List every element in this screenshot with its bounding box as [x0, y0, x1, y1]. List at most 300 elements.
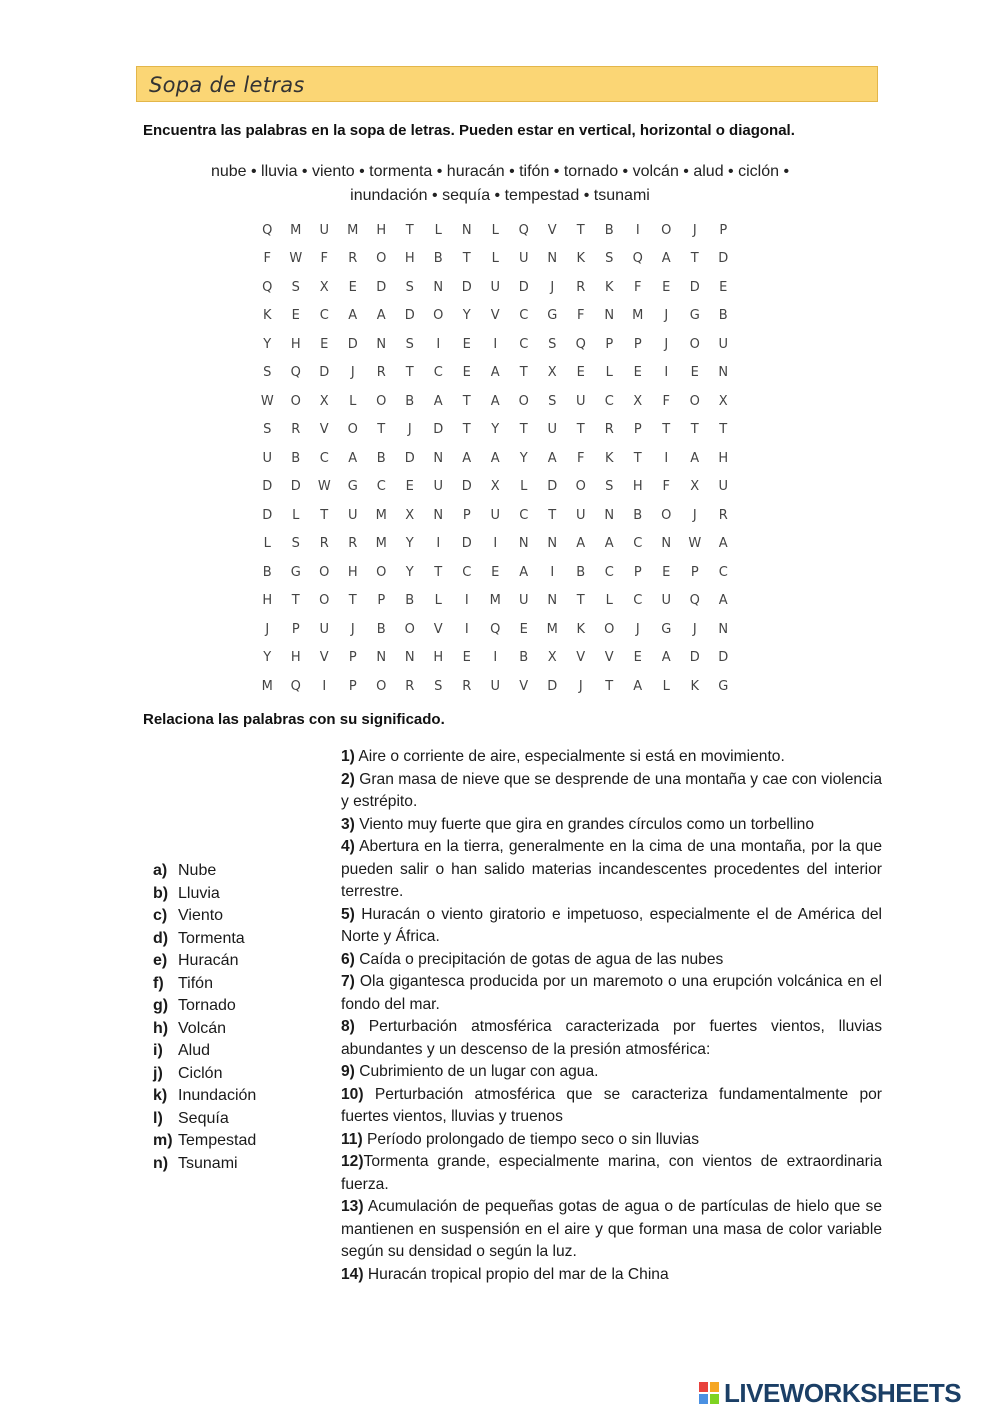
grid-letter[interactable]: U [575, 393, 586, 409]
grid-letter[interactable]: O [661, 507, 672, 523]
grid-letter[interactable]: U [490, 678, 500, 694]
grid-letter[interactable]: O [376, 678, 387, 694]
grid-letter[interactable]: B [576, 564, 586, 580]
grid-letter[interactable]: O [347, 422, 358, 438]
grid-letter[interactable]: E [633, 650, 642, 666]
grid-letter[interactable]: H [347, 564, 358, 580]
grid-letter[interactable]: B [433, 251, 443, 267]
grid-letter[interactable]: R [348, 536, 358, 552]
grid-letter[interactable]: S [263, 422, 272, 438]
grid-letter[interactable]: J [635, 621, 640, 637]
grid-letter[interactable]: P [348, 678, 357, 694]
grid-letter[interactable]: S [605, 479, 614, 495]
grid-letter[interactable]: T [519, 422, 528, 438]
grid-letter[interactable]: A [661, 650, 671, 666]
grid-letter[interactable]: M [375, 536, 387, 552]
grid-letter[interactable]: P [633, 336, 642, 352]
grid-letter[interactable]: E [462, 650, 471, 666]
grid-letter[interactable]: I [635, 222, 640, 238]
grid-letter[interactable]: X [547, 365, 557, 381]
grid-letter[interactable]: Q [518, 222, 529, 238]
grid-letter[interactable]: L [491, 222, 499, 238]
grid-letter[interactable]: I [436, 536, 441, 552]
grid-letter[interactable]: I [493, 650, 498, 666]
grid-letter[interactable]: S [291, 279, 300, 295]
grid-letter[interactable]: C [604, 393, 614, 409]
grid-letter[interactable]: C [376, 479, 386, 495]
grid-letter[interactable]: J [692, 621, 697, 637]
grid-letter[interactable]: S [605, 251, 614, 267]
grid-letter[interactable]: K [690, 678, 700, 694]
grid-letter[interactable]: H [404, 251, 415, 267]
grid-letter[interactable]: Y [263, 650, 272, 666]
grid-letter[interactable]: T [633, 450, 642, 466]
grid-letter[interactable]: D [461, 279, 472, 295]
grid-letter[interactable]: U [319, 222, 329, 238]
grid-letter[interactable]: P [690, 564, 699, 580]
grid-letter[interactable]: R [291, 422, 301, 438]
grid-letter[interactable]: N [433, 507, 444, 523]
grid-letter[interactable]: Q [689, 593, 700, 609]
grid-letter[interactable]: G [689, 308, 700, 324]
grid-letter[interactable]: U [433, 479, 443, 495]
grid-letter[interactable]: E [405, 479, 414, 495]
grid-letter[interactable]: P [462, 507, 471, 523]
grid-letter[interactable]: U [490, 507, 500, 523]
grid-letter[interactable]: M [261, 678, 273, 694]
grid-letter[interactable]: B [291, 450, 301, 466]
grid-letter[interactable]: P [605, 336, 614, 352]
grid-letter[interactable]: D [319, 365, 330, 381]
grid-letter[interactable]: V [319, 422, 329, 438]
grid-letter[interactable]: D [689, 650, 700, 666]
grid-letter[interactable]: G [290, 564, 301, 580]
grid-letter[interactable]: Q [290, 678, 301, 694]
grid-letter[interactable]: N [376, 336, 387, 352]
word-list [160, 160, 840, 208]
word-label: Ciclón [178, 1064, 223, 1082]
grid-letter[interactable]: L [434, 222, 442, 238]
grid-letter[interactable]: N [604, 308, 615, 324]
grid-letter[interactable]: E [519, 621, 528, 637]
grid-letter[interactable]: A [718, 536, 728, 552]
grid-letter[interactable]: A [576, 536, 586, 552]
grid-letter[interactable]: W [688, 536, 702, 552]
grid-letter[interactable]: Y [405, 564, 414, 580]
grid-letter[interactable]: J [265, 621, 270, 637]
grid-letter[interactable]: T [690, 251, 699, 267]
grid-letter[interactable]: N [661, 536, 672, 552]
grid-letter[interactable]: D [262, 507, 273, 523]
grid-letter[interactable]: H [376, 222, 387, 238]
grid-letter[interactable]: P [348, 650, 357, 666]
grid-letter[interactable]: J [350, 365, 355, 381]
grid-letter[interactable]: V [576, 650, 586, 666]
grid-letter[interactable]: F [320, 251, 328, 267]
grid-letter[interactable]: A [433, 393, 443, 409]
grid-letter[interactable]: C [633, 593, 643, 609]
logo-mark-square [698, 1393, 709, 1405]
grid-letter[interactable]: J [692, 222, 697, 238]
grid-letter[interactable]: A [490, 393, 500, 409]
grid-letter[interactable]: U [262, 450, 272, 466]
grid-letter[interactable]: X [319, 279, 329, 295]
grid-letter[interactable]: O [604, 621, 615, 637]
grid-letter[interactable]: R [462, 678, 472, 694]
grid-letter[interactable]: V [319, 650, 329, 666]
grid-letter[interactable]: S [548, 336, 557, 352]
grid-letter[interactable]: X [690, 479, 700, 495]
grid-letter[interactable]: A [661, 251, 671, 267]
grid-letter[interactable]: O [319, 564, 330, 580]
logo-mark-square [709, 1381, 720, 1393]
grid-letter[interactable]: L [520, 479, 528, 495]
grid-letter[interactable]: N [518, 536, 529, 552]
grid-letter[interactable]: O [518, 393, 529, 409]
grid-letter[interactable]: U [518, 251, 529, 267]
grid-letter[interactable]: A [547, 450, 557, 466]
grid-letter[interactable]: B [376, 450, 386, 466]
grid-letter[interactable]: S [291, 536, 300, 552]
grid-letter[interactable]: V [604, 650, 614, 666]
grid-letter[interactable]: T [462, 393, 471, 409]
definition-item [341, 836, 882, 904]
grid-letter[interactable]: M [290, 222, 302, 238]
grid-letter[interactable]: N [433, 450, 444, 466]
grid-letter[interactable]: A [519, 564, 529, 580]
grid-letter[interactable]: T [519, 365, 528, 381]
grid-letter[interactable]: N [604, 507, 615, 523]
grid-letter[interactable]: D [262, 479, 273, 495]
grid-letter[interactable]: M [489, 593, 501, 609]
grid-letter[interactable]: N [404, 650, 415, 666]
grid-letter[interactable]: T [462, 422, 471, 438]
grid-letter[interactable]: O [376, 564, 387, 580]
grid-letter[interactable]: O [689, 393, 700, 409]
grid-letter[interactable]: U [575, 507, 586, 523]
grid-letter[interactable]: K [576, 251, 586, 267]
grid-letter[interactable]: Y [491, 422, 500, 438]
grid-letter[interactable]: K [576, 621, 586, 637]
grid-letter[interactable]: R [405, 678, 415, 694]
grid-letter[interactable]: K [604, 279, 614, 295]
grid-letter[interactable]: J [692, 507, 697, 523]
grid-letter[interactable]: A [348, 308, 358, 324]
grid-letter[interactable]: A [376, 308, 386, 324]
grid-letter[interactable]: S [263, 365, 272, 381]
grid-letter[interactable]: L [349, 393, 357, 409]
grid-letter[interactable]: H [433, 650, 444, 666]
grid-letter[interactable]: H [262, 593, 273, 609]
grid-letter[interactable]: Q [262, 222, 273, 238]
grid-letter[interactable]: O [376, 393, 387, 409]
definition-number: 1) [341, 748, 355, 765]
grid-letter[interactable]: E [348, 279, 357, 295]
grid-letter[interactable]: G [347, 479, 358, 495]
grid-letter[interactable]: D [376, 279, 387, 295]
grid-letter[interactable]: F [577, 308, 585, 324]
grid-letter[interactable]: E [719, 279, 728, 295]
grid-letter[interactable]: Y [263, 336, 272, 352]
grid-letter[interactable]: S [548, 393, 557, 409]
grid-letter[interactable]: E [662, 279, 671, 295]
grid-letter[interactable]: T [576, 222, 585, 238]
grid-letter[interactable]: A [462, 450, 472, 466]
grid-letter[interactable]: U [347, 507, 358, 523]
grid-letter[interactable]: R [376, 365, 386, 381]
liveworksheets-logo[interactable] [698, 1378, 961, 1408]
grid-letter[interactable]: X [319, 393, 329, 409]
grid-letter[interactable]: C [633, 536, 643, 552]
grid-letter[interactable]: O [290, 393, 301, 409]
grid-letter[interactable]: D [718, 650, 729, 666]
grid-letter[interactable]: C [718, 564, 728, 580]
grid-letter[interactable]: T [662, 422, 671, 438]
grid-letter[interactable]: D [461, 536, 472, 552]
grid-letter[interactable]: H [632, 479, 643, 495]
grid-letter[interactable]: T [719, 422, 728, 438]
grid-letter[interactable]: J [407, 422, 412, 438]
grid-letter[interactable]: B [604, 222, 614, 238]
grid-letter[interactable]: I [464, 621, 469, 637]
grid-letter[interactable]: E [462, 336, 471, 352]
grid-letter[interactable]: C [319, 450, 329, 466]
grid-letter[interactable]: S [405, 279, 414, 295]
grid-letter[interactable]: D [718, 251, 729, 267]
grid-letter[interactable]: E [291, 308, 300, 324]
grid-letter[interactable]: V [519, 678, 529, 694]
grid-letter[interactable]: N [433, 279, 444, 295]
grid-letter[interactable]: T [377, 422, 386, 438]
grid-letter[interactable]: C [462, 564, 472, 580]
grid-letter[interactable]: O [376, 251, 387, 267]
grid-letter[interactable]: O [661, 222, 672, 238]
grid-letter[interactable]: K [604, 450, 614, 466]
grid-letter[interactable]: L [263, 536, 271, 552]
grid-letter[interactable]: B [718, 308, 728, 324]
grid-letter[interactable]: P [291, 621, 300, 637]
definition-number: 6) [341, 950, 355, 968]
definition-item [341, 1196, 882, 1264]
grid-letter[interactable]: B [405, 393, 415, 409]
grid-letter[interactable]: G [718, 678, 729, 694]
grid-letter[interactable]: D [689, 279, 700, 295]
grid-letter[interactable]: G [661, 621, 672, 637]
grid-letter[interactable]: D [547, 479, 558, 495]
grid-letter[interactable]: H [718, 450, 729, 466]
grid-letter[interactable]: D [404, 450, 415, 466]
grid-letter[interactable]: U [718, 336, 728, 352]
grid-letter[interactable]: T [291, 593, 300, 609]
grid-letter[interactable]: E [662, 564, 671, 580]
grid-letter[interactable]: A [348, 450, 358, 466]
grid-letter[interactable]: O [433, 308, 444, 324]
grid-letter[interactable]: O [575, 479, 586, 495]
grid-letter[interactable]: U [490, 279, 500, 295]
grid-letter[interactable]: N [547, 593, 558, 609]
grid-letter[interactable]: C [433, 365, 443, 381]
grid-letter[interactable]: F [662, 479, 670, 495]
grid-letter[interactable]: C [519, 308, 529, 324]
grid-letter[interactable]: T [548, 507, 557, 523]
grid-letter[interactable]: C [519, 336, 529, 352]
grid-letter[interactable]: V [490, 308, 500, 324]
grid-letter[interactable]: I [464, 593, 469, 609]
grid-letter[interactable]: F [577, 450, 585, 466]
grid-letter[interactable]: R [348, 251, 358, 267]
grid-letter[interactable]: R [319, 536, 329, 552]
grid-letter[interactable]: L [605, 365, 613, 381]
grid-letter[interactable]: E [320, 336, 329, 352]
definition-text: Viento muy fuerte que gira en grandes círculos como un torbellino [354, 815, 814, 833]
grid-letter[interactable]: T [405, 365, 414, 381]
grid-letter[interactable]: W [317, 479, 331, 495]
grid-letter[interactable]: D [461, 479, 472, 495]
grid-letter[interactable]: G [547, 308, 558, 324]
grid-letter[interactable]: R [576, 279, 586, 295]
grid-letter[interactable]: D [347, 336, 358, 352]
grid-letter[interactable]: F [662, 393, 670, 409]
grid-letter[interactable]: F [263, 251, 271, 267]
grid-letter[interactable]: A [604, 536, 614, 552]
grid-letter[interactable]: I [550, 564, 555, 580]
grid-letter[interactable]: P [633, 564, 642, 580]
grid-letter[interactable]: D [433, 422, 444, 438]
grid-letter[interactable]: J [578, 678, 583, 694]
grid-letter[interactable]: S [434, 678, 443, 694]
grid-letter[interactable]: I [493, 536, 498, 552]
grid-letter[interactable]: W [289, 251, 303, 267]
grid-letter[interactable]: E [633, 365, 642, 381]
grid-letter[interactable]: E [576, 365, 585, 381]
grid-letter[interactable]: D [518, 279, 529, 295]
grid-letter[interactable]: M [375, 507, 387, 523]
grid-letter[interactable]: F [634, 279, 642, 295]
grid-letter[interactable]: L [434, 593, 442, 609]
grid-letter[interactable]: J [664, 336, 669, 352]
grid-letter[interactable]: A [490, 365, 500, 381]
grid-letter[interactable]: D [547, 678, 558, 694]
grid-letter[interactable]: O [404, 621, 415, 637]
grid-letter[interactable]: B [376, 621, 386, 637]
grid-letter[interactable]: Q [290, 365, 301, 381]
grid-letter[interactable]: X [405, 507, 415, 523]
grid-letter[interactable]: O [689, 336, 700, 352]
grid-letter[interactable]: T [605, 678, 614, 694]
grid-letter[interactable]: Y [519, 450, 528, 466]
grid-letter[interactable]: Q [632, 251, 643, 267]
grid-letter[interactable]: C [604, 564, 614, 580]
grid-letter[interactable]: A [690, 450, 700, 466]
grid-letter[interactable]: X [547, 650, 557, 666]
grid-letter[interactable]: L [605, 593, 613, 609]
grid-letter[interactable]: I [436, 336, 441, 352]
grid-letter[interactable]: W [260, 393, 274, 409]
grid-letter[interactable]: N [718, 365, 729, 381]
grid-letter[interactable]: P [377, 593, 386, 609]
grid-letter[interactable]: A [633, 678, 643, 694]
grid-letter[interactable]: I [322, 678, 327, 694]
grid-letter[interactable]: C [519, 507, 529, 523]
grid-letter[interactable]: C [319, 308, 329, 324]
grid-letter[interactable]: I [664, 365, 669, 381]
grid-letter[interactable]: H [290, 336, 301, 352]
grid-letter[interactable]: E [690, 365, 699, 381]
grid-letter[interactable]: B [262, 564, 272, 580]
grid-letter[interactable]: J [664, 308, 669, 324]
grid-letter[interactable]: U [319, 621, 329, 637]
grid-letter[interactable]: M [632, 308, 644, 324]
grid-letter[interactable]: N [547, 536, 558, 552]
grid-letter[interactable]: Y [462, 308, 471, 324]
grid-letter[interactable]: L [292, 507, 300, 523]
grid-letter[interactable]: D [404, 308, 415, 324]
grid-letter[interactable]: Q [575, 336, 586, 352]
grid-letter[interactable]: N [376, 650, 387, 666]
grid-letter[interactable]: T [348, 593, 357, 609]
grid-letter[interactable]: K [262, 308, 272, 324]
grid-letter[interactable]: U [518, 593, 529, 609]
grid-letter[interactable]: U [547, 422, 557, 438]
grid-letter[interactable]: T [576, 593, 585, 609]
grid-letter[interactable]: I [493, 336, 498, 352]
grid-letter[interactable]: T [320, 507, 329, 523]
grid-letter[interactable]: T [690, 422, 699, 438]
grid-letter[interactable]: Q [490, 621, 501, 637]
grid-letter[interactable]: A [718, 593, 728, 609]
grid-letter[interactable]: S [405, 336, 414, 352]
grid-letter[interactable]: N [461, 222, 472, 238]
grid-letter[interactable]: U [661, 593, 671, 609]
grid-letter[interactable]: T [434, 564, 443, 580]
grid-letter[interactable]: J [350, 621, 355, 637]
grid-letter[interactable]: J [550, 279, 555, 295]
grid-letter[interactable]: X [718, 393, 728, 409]
grid-letter[interactable]: R [604, 422, 614, 438]
grid-letter[interactable]: H [290, 650, 301, 666]
grid-letter[interactable]: B [519, 650, 529, 666]
grid-letter[interactable]: E [491, 564, 500, 580]
grid-letter[interactable]: R [718, 507, 728, 523]
grid-letter[interactable]: O [319, 593, 330, 609]
grid-letter[interactable]: X [490, 479, 500, 495]
grid-letter[interactable]: U [718, 479, 728, 495]
grid-letter[interactable]: I [664, 450, 669, 466]
grid-letter[interactable]: X [633, 393, 643, 409]
grid-letter[interactable]: P [633, 422, 642, 438]
grid-letter[interactable]: Q [262, 279, 273, 295]
grid-letter[interactable]: D [290, 479, 301, 495]
grid-letter[interactable]: M [546, 621, 558, 637]
grid-letter[interactable]: V [547, 222, 557, 238]
grid-letter[interactable]: B [633, 507, 643, 523]
grid-letter[interactable]: N [718, 621, 729, 637]
grid-letter[interactable]: N [547, 251, 558, 267]
grid-letter[interactable]: L [662, 678, 670, 694]
grid-letter[interactable]: L [491, 251, 499, 267]
definition-item [341, 1061, 882, 1084]
grid-letter[interactable]: T [462, 251, 471, 267]
grid-letter[interactable]: E [462, 365, 471, 381]
grid-letter[interactable]: A [490, 450, 500, 466]
grid-letter[interactable]: P [719, 222, 728, 238]
grid-letter[interactable]: V [433, 621, 443, 637]
grid-letter[interactable]: T [405, 222, 414, 238]
grid-letter[interactable]: B [405, 593, 415, 609]
grid-letter[interactable]: Y [405, 536, 414, 552]
grid-letter[interactable]: M [347, 222, 359, 238]
grid-letter[interactable]: T [576, 422, 585, 438]
